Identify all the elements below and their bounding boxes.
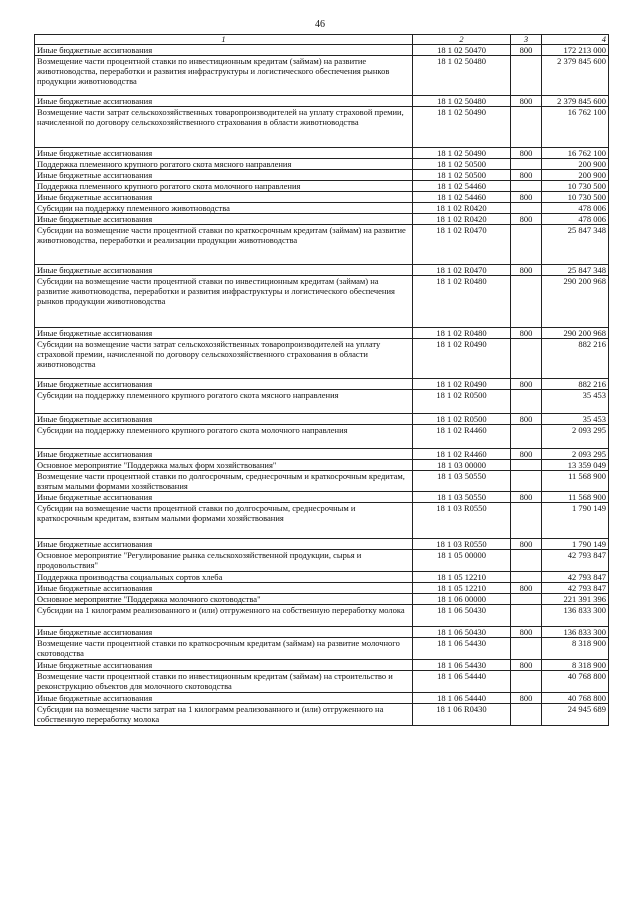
row-name-cell: Иные бюджетные ассигнования (35, 148, 413, 159)
row-code-cell: 18 1 02 50500 (413, 159, 511, 170)
row-code-cell: 18 1 03 R0550 (413, 539, 511, 550)
row-name-cell: Иные бюджетные ассигнования (35, 214, 413, 225)
table-row (35, 594, 609, 605)
table-row (35, 627, 609, 638)
row-amount-cell: 42 793 847 (542, 572, 609, 583)
row-name-cell: Возмещение части процентной ставки по долгосрочным, среднесрочным и краткосрочным кредитам, взятым малыми формами хозяйствования (35, 471, 413, 492)
row-name-cell: Иные бюджетные ассигнования (35, 492, 413, 503)
table-row (35, 170, 609, 181)
table-row (35, 148, 609, 159)
table-row (35, 583, 609, 594)
row-vr-cell (511, 460, 542, 471)
row-vr-cell: 800 (511, 414, 542, 425)
row-code-cell: 18 1 03 50550 (413, 492, 511, 503)
row-code-cell: 18 1 06 00000 (413, 594, 511, 605)
row-amount-cell: 478 006 (542, 203, 609, 214)
row-amount-cell: 882 216 (542, 339, 609, 379)
table-row (35, 45, 609, 56)
row-name-cell: Субсидии на возмещение части затрат на 1 килограмм реализованного и (или) отгруженного на собственную переработку молока (35, 704, 413, 726)
table-row (35, 265, 609, 276)
row-amount-cell: 13 359 049 (542, 460, 609, 471)
row-code-cell: 18 1 02 50490 (413, 107, 511, 148)
row-vr-cell (511, 425, 542, 449)
row-vr-cell (511, 225, 542, 265)
row-name-cell: Иные бюджетные ассигнования (35, 328, 413, 339)
row-name-cell: Иные бюджетные ассигнования (35, 170, 413, 181)
row-vr-cell (511, 503, 542, 539)
row-code-cell: 18 1 06 50430 (413, 605, 511, 627)
row-vr-cell (511, 594, 542, 605)
row-amount-cell: 40 768 800 (542, 693, 609, 704)
row-name-cell: Основное мероприятие "Поддержка молочного скотоводства" (35, 594, 413, 605)
row-code-cell: 18 1 02 R0420 (413, 203, 511, 214)
row-code-cell: 18 1 05 12210 (413, 572, 511, 583)
row-vr-cell (511, 203, 542, 214)
row-code-cell: 18 1 02 R0480 (413, 276, 511, 328)
row-name-cell: Иные бюджетные ассигнования (35, 265, 413, 276)
row-code-cell: 18 1 02 R4460 (413, 425, 511, 449)
table-row (35, 539, 609, 550)
row-amount-cell: 24 945 689 (542, 704, 609, 726)
row-vr-cell: 800 (511, 328, 542, 339)
row-amount-cell: 2 093 295 (542, 449, 609, 460)
row-vr-cell (511, 550, 542, 572)
row-name-cell: Иные бюджетные ассигнования (35, 660, 413, 671)
row-vr-cell (511, 276, 542, 328)
row-vr-cell: 800 (511, 96, 542, 107)
row-name-cell: Субсидии на поддержку племенного крупного рогатого скота молочного направления (35, 425, 413, 449)
page-number: 46 (315, 19, 325, 30)
row-amount-cell: 8 318 900 (542, 660, 609, 671)
row-vr-cell (511, 572, 542, 583)
table-row (35, 550, 609, 572)
row-code-cell: 18 1 02 50490 (413, 148, 511, 159)
table-row (35, 704, 609, 726)
row-code-cell: 18 1 02 R0480 (413, 328, 511, 339)
row-amount-cell: 16 762 100 (542, 148, 609, 159)
table-row (35, 414, 609, 425)
row-code-cell: 18 1 02 R0490 (413, 379, 511, 390)
row-code-cell: 18 1 06 54440 (413, 693, 511, 704)
row-code-cell: 18 1 05 00000 (413, 550, 511, 572)
row-name-cell: Основное мероприятие "Поддержка малых форм хозяйствования" (35, 460, 413, 471)
row-name-cell: Поддержка производства социальных сортов хлеба (35, 572, 413, 583)
row-amount-cell: 40 768 800 (542, 671, 609, 693)
row-name-cell: Субсидии на возмещение части затрат сельскохозяйственных товаропроизводителей на уплату страховой премии, начисленной по договору сельскохозяйственного страхования в области животноводства (35, 339, 413, 379)
row-amount-cell: 2 093 295 (542, 425, 609, 449)
row-vr-cell: 800 (511, 214, 542, 225)
row-vr-cell: 800 (511, 265, 542, 276)
table-row (35, 276, 609, 328)
table-row (35, 56, 609, 96)
row-code-cell: 18 1 02 R0470 (413, 265, 511, 276)
row-amount-cell: 136 833 300 (542, 605, 609, 627)
header-col-2: 2 (413, 35, 511, 45)
row-vr-cell: 800 (511, 192, 542, 203)
row-amount-cell: 11 568 900 (542, 471, 609, 492)
row-amount-cell: 2 379 845 600 (542, 96, 609, 107)
table-row (35, 214, 609, 225)
row-code-cell: 18 1 06 54430 (413, 638, 511, 660)
row-code-cell: 18 1 05 12210 (413, 583, 511, 594)
table-row (35, 339, 609, 379)
table-row (35, 471, 609, 492)
row-code-cell: 18 1 06 54430 (413, 660, 511, 671)
row-amount-cell: 290 200 968 (542, 328, 609, 339)
row-amount-cell: 882 216 (542, 379, 609, 390)
row-vr-cell (511, 671, 542, 693)
row-amount-cell: 1 790 149 (542, 539, 609, 550)
row-code-cell: 18 1 02 50480 (413, 96, 511, 107)
table-row (35, 693, 609, 704)
table-header-row (35, 35, 609, 45)
budget-table (34, 34, 609, 726)
row-vr-cell (511, 339, 542, 379)
row-name-cell: Субсидии на возмещение части процентной ставки по краткосрочным кредитам (займам) на развитие животноводства, переработки и реализации продукции животноводства (35, 225, 413, 265)
row-vr-cell: 800 (511, 492, 542, 503)
row-vr-cell: 800 (511, 583, 542, 594)
row-vr-cell (511, 471, 542, 492)
row-amount-cell: 200 900 (542, 170, 609, 181)
table-row (35, 671, 609, 693)
row-name-cell: Иные бюджетные ассигнования (35, 96, 413, 107)
table-row (35, 449, 609, 460)
row-code-cell: 18 1 03 00000 (413, 460, 511, 471)
row-name-cell: Возмещение части затрат сельскохозяйственных товаропроизводителей на уплату страховой премии, начисленной по договору сельскохозяйственного страхования в области животноводства (35, 107, 413, 148)
row-vr-cell (511, 704, 542, 726)
row-code-cell: 18 1 06 54440 (413, 671, 511, 693)
row-amount-cell: 10 730 500 (542, 181, 609, 192)
row-vr-cell (511, 605, 542, 627)
row-name-cell: Поддержка племенного крупного рогатого скота мясного направления (35, 159, 413, 170)
row-amount-cell: 35 453 (542, 390, 609, 414)
row-vr-cell (511, 181, 542, 192)
row-code-cell: 18 1 02 R4460 (413, 449, 511, 460)
row-amount-cell: 172 213 000 (542, 45, 609, 56)
row-name-cell: Иные бюджетные ассигнования (35, 449, 413, 460)
table-row (35, 660, 609, 671)
table-row (35, 225, 609, 265)
row-amount-cell: 136 833 300 (542, 627, 609, 638)
table-row (35, 390, 609, 414)
row-code-cell: 18 1 02 R0490 (413, 339, 511, 379)
row-code-cell: 18 1 02 50480 (413, 56, 511, 96)
row-vr-cell: 800 (511, 45, 542, 56)
row-name-cell: Поддержка племенного крупного рогатого скота молочного направления (35, 181, 413, 192)
row-vr-cell: 800 (511, 170, 542, 181)
header-col-4: 4 (542, 35, 609, 45)
row-code-cell: 18 1 02 50500 (413, 170, 511, 181)
table-row (35, 503, 609, 539)
row-amount-cell: 42 793 847 (542, 583, 609, 594)
table-row (35, 96, 609, 107)
table-row (35, 379, 609, 390)
row-vr-cell: 800 (511, 539, 542, 550)
row-amount-cell: 11 568 900 (542, 492, 609, 503)
row-name-cell: Основное мероприятие "Регулирование рынка сельскохозяйственной продукции, сырья и продовольствия" (35, 550, 413, 572)
row-name-cell: Иные бюджетные ассигнования (35, 192, 413, 203)
row-code-cell: 18 1 03 50550 (413, 471, 511, 492)
row-amount-cell: 2 379 845 600 (542, 56, 609, 96)
row-code-cell: 18 1 06 R0430 (413, 704, 511, 726)
table-row (35, 460, 609, 471)
row-name-cell: Иные бюджетные ассигнования (35, 45, 413, 56)
row-code-cell: 18 1 02 R0470 (413, 225, 511, 265)
row-amount-cell: 8 318 900 (542, 638, 609, 660)
row-amount-cell: 10 730 500 (542, 192, 609, 203)
table-row (35, 492, 609, 503)
row-amount-cell: 42 793 847 (542, 550, 609, 572)
row-vr-cell: 800 (511, 449, 542, 460)
table-row (35, 192, 609, 203)
header-col-3: 3 (511, 35, 542, 45)
row-vr-cell: 800 (511, 627, 542, 638)
table-row (35, 605, 609, 627)
row-vr-cell: 800 (511, 693, 542, 704)
row-amount-cell: 16 762 100 (542, 107, 609, 148)
row-vr-cell: 800 (511, 148, 542, 159)
row-code-cell: 18 1 02 R0420 (413, 214, 511, 225)
row-vr-cell: 800 (511, 379, 542, 390)
table-row (35, 572, 609, 583)
row-name-cell: Субсидии на возмещение части процентной ставки по инвестиционным кредитам (займам) на развитие животноводства, переработки и развития инфраструктуры и логистического обеспечения рынков продукции животноводства (35, 276, 413, 328)
row-name-cell: Иные бюджетные ассигнования (35, 414, 413, 425)
row-name-cell: Субсидии на поддержку племенного крупного рогатого скота мясного направления (35, 390, 413, 414)
table-row (35, 107, 609, 148)
row-vr-cell: 800 (511, 660, 542, 671)
row-name-cell: Иные бюджетные ассигнования (35, 539, 413, 550)
row-amount-cell: 35 453 (542, 414, 609, 425)
row-name-cell: Иные бюджетные ассигнования (35, 627, 413, 638)
row-name-cell: Субсидии на поддержку племенного животноводства (35, 203, 413, 214)
table-row (35, 181, 609, 192)
row-code-cell: 18 1 03 R0550 (413, 503, 511, 539)
row-code-cell: 18 1 02 R0500 (413, 390, 511, 414)
row-name-cell: Иные бюджетные ассигнования (35, 583, 413, 594)
row-name-cell: Субсидии на возмещение части процентной ставки по долгосрочным, среднесрочным и краткосрочным кредитам, взятым малыми формами хозяйствования (35, 503, 413, 539)
row-name-cell: Иные бюджетные ассигнования (35, 693, 413, 704)
row-code-cell: 18 1 06 50430 (413, 627, 511, 638)
row-name-cell: Возмещение части процентной ставки по краткосрочным кредитам (займам) на развитие молочного скотоводства (35, 638, 413, 660)
row-amount-cell: 221 391 396 (542, 594, 609, 605)
table-row (35, 328, 609, 339)
row-vr-cell (511, 390, 542, 414)
row-name-cell: Субсидии на 1 килограмм реализованного и (или) отгруженного на собственную переработку молока (35, 605, 413, 627)
row-amount-cell: 25 847 348 (542, 225, 609, 265)
row-code-cell: 18 1 02 54460 (413, 181, 511, 192)
row-name-cell: Возмещение части процентной ставки по инвестиционным кредитам (займам) на развитие животноводства, переработки и развития инфраструктуры и логистического обеспечения рынков продукции животноводства (35, 56, 413, 96)
row-code-cell: 18 1 02 R0500 (413, 414, 511, 425)
table-row (35, 203, 609, 214)
row-amount-cell: 290 200 968 (542, 276, 609, 328)
table-row (35, 159, 609, 170)
row-name-cell: Возмещение части процентной ставки по инвестиционным кредитам (займам) на строительство и реконструкцию объектов для молочного скотоводства (35, 671, 413, 693)
row-vr-cell (511, 638, 542, 660)
row-name-cell: Иные бюджетные ассигнования (35, 379, 413, 390)
row-amount-cell: 478 006 (542, 214, 609, 225)
table-row (35, 425, 609, 449)
row-vr-cell (511, 159, 542, 170)
row-amount-cell: 200 900 (542, 159, 609, 170)
row-vr-cell (511, 56, 542, 96)
row-vr-cell (511, 107, 542, 148)
row-code-cell: 18 1 02 50470 (413, 45, 511, 56)
row-code-cell: 18 1 02 54460 (413, 192, 511, 203)
table-row (35, 638, 609, 660)
header-col-1: 1 (35, 35, 413, 45)
row-amount-cell: 1 790 149 (542, 503, 609, 539)
row-amount-cell: 25 847 348 (542, 265, 609, 276)
